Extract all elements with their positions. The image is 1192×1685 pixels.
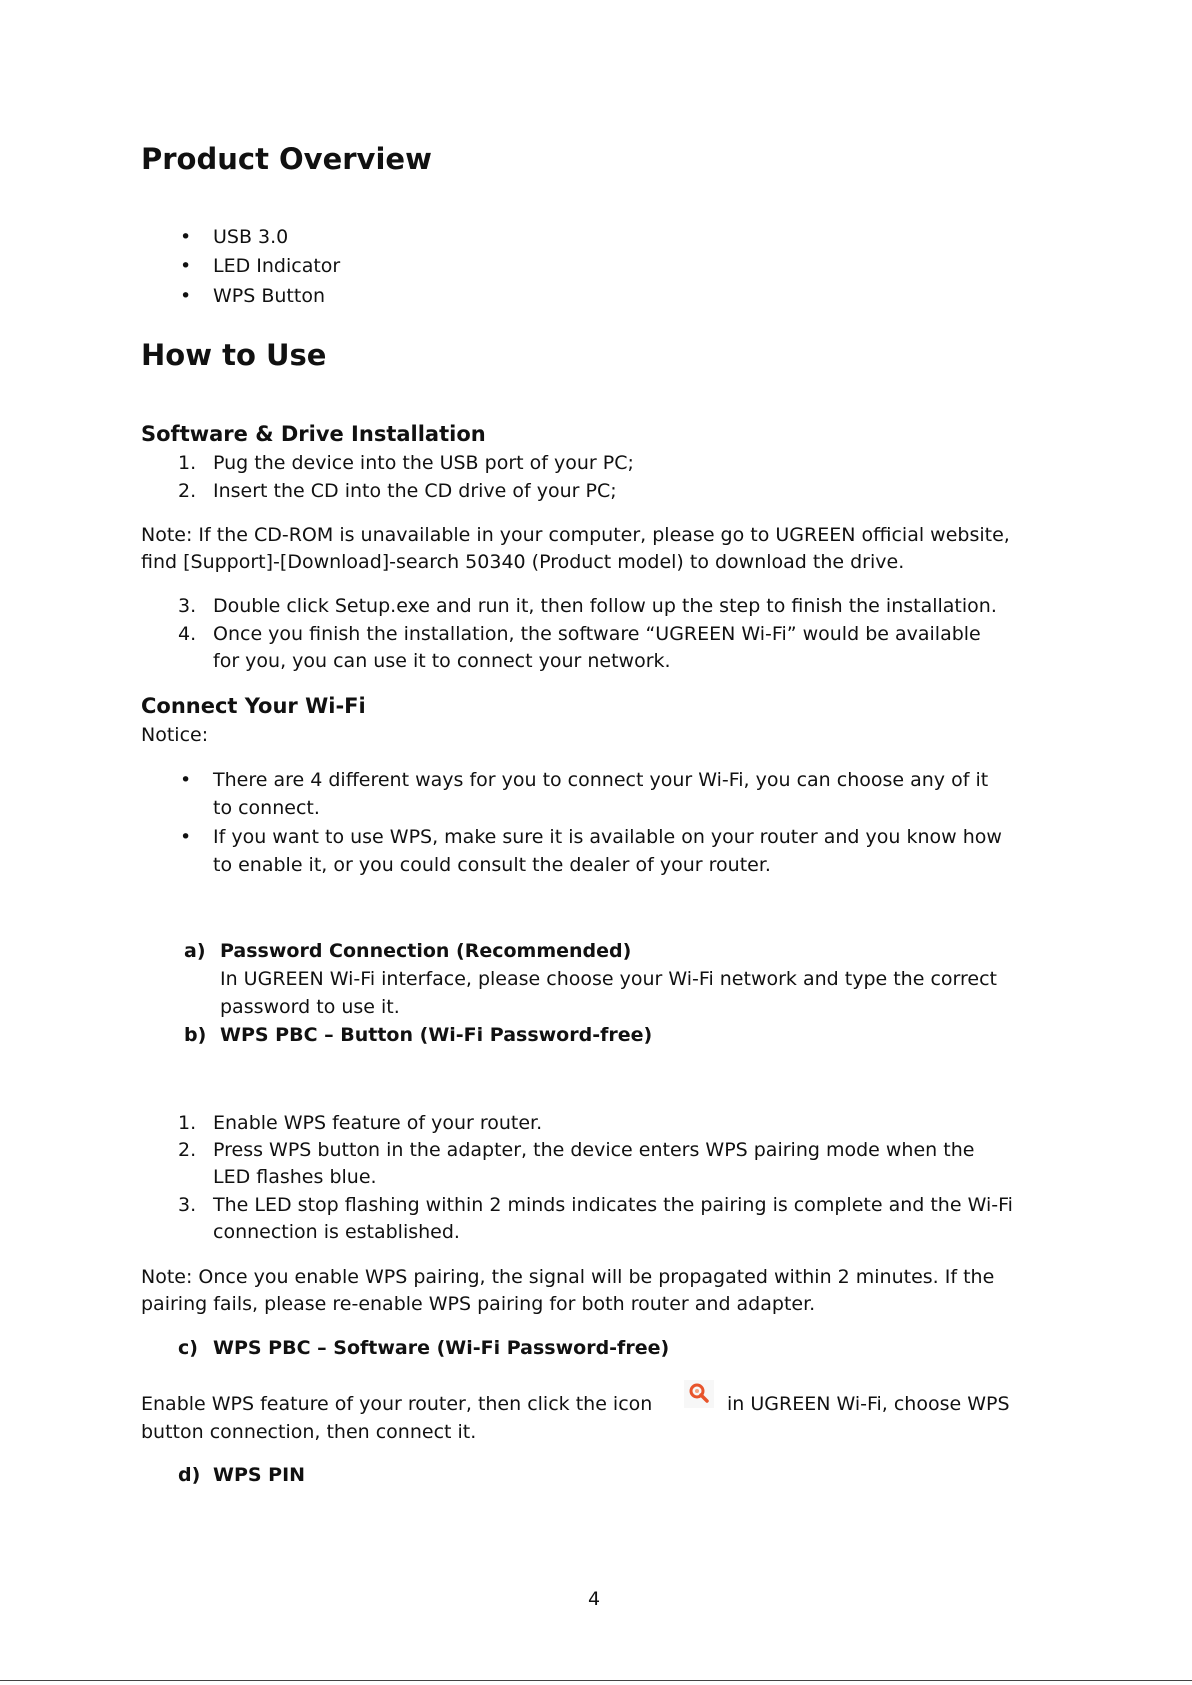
install-note: find [Support]-[Download]-search 50340 (Product model) to download the drive. (141, 551, 905, 573)
notice-item-continued: to connect. (213, 797, 320, 819)
subsection-heading-connect: Connect Your Wi-Fi (141, 694, 366, 718)
list-number: 3. (178, 1194, 197, 1216)
method-title-wps-software: WPS PBC – Software (Wi-Fi Password-free) (213, 1337, 670, 1359)
list-number: 1. (178, 452, 197, 474)
method-marker: d) (178, 1464, 201, 1486)
method-text: in UGREEN Wi-Fi, choose WPS (727, 1393, 1010, 1415)
notice-label: Notice: (141, 724, 209, 746)
list-number: 2. (178, 1139, 197, 1161)
list-number: 1. (178, 1112, 197, 1134)
method-title-wps-pin: WPS PIN (213, 1464, 306, 1486)
install-step: Once you finish the installation, the software “UGREEN Wi-Fi” would be available (213, 623, 981, 645)
method-marker: b) (184, 1024, 207, 1046)
method-text: password to use it. (220, 996, 400, 1018)
bullet-dot: • (180, 826, 192, 848)
install-step: Double click Setup.exe and run it, then follow up the step to finish the installation. (213, 595, 997, 617)
wps-step: The LED stop flashing within 2 minds indicates the pairing is complete and the Wi-Fi (213, 1194, 1013, 1216)
bullet-dot: • (180, 226, 192, 248)
notice-item-continued: to enable it, or you could consult the dealer of your router. (213, 854, 771, 876)
wps-note: Note: Once you enable WPS pairing, the signal will be propagated within 2 minutes. If the (141, 1266, 995, 1288)
list-number: 3. (178, 595, 197, 617)
install-step: Insert the CD into the CD drive of your PC; (213, 480, 617, 502)
list-item: LED Indicator (213, 255, 341, 277)
wps-step: Enable WPS feature of your router. (213, 1112, 543, 1134)
list-item: USB 3.0 (213, 226, 289, 248)
notice-item: There are 4 different ways for you to connect your Wi-Fi, you can choose any of it (213, 769, 989, 791)
wps-step-continued: LED flashes blue. (213, 1166, 377, 1188)
install-step-continued: for you, you can use it to connect your network. (213, 650, 671, 672)
method-text: button connection, then connect it. (141, 1421, 477, 1443)
section-title-product-overview: Product Overview (141, 142, 432, 176)
page-bottom-divider (0, 1680, 1192, 1681)
wps-search-icon (684, 1380, 714, 1408)
section-title-how-to-use: How to Use (141, 338, 327, 372)
install-note: Note: If the CD-ROM is unavailable in your computer, please go to UGREEN official website, (141, 524, 1010, 546)
bullet-dot: • (180, 769, 192, 791)
wps-step: Press WPS button in the adapter, the device enters WPS pairing mode when the (213, 1139, 975, 1161)
wps-step-continued: connection is established. (213, 1221, 460, 1243)
method-text: Enable WPS feature of your router, then click the icon (141, 1393, 653, 1415)
method-marker: c) (178, 1337, 198, 1359)
page-number: 4 (588, 1588, 601, 1610)
list-number: 2. (178, 480, 197, 502)
notice-item: If you want to use WPS, make sure it is available on your router and you know how (213, 826, 1002, 848)
install-step: Pug the device into the USB port of your PC; (213, 452, 634, 474)
list-number: 4. (178, 623, 197, 645)
method-title-password: Password Connection (Recommended) (220, 940, 632, 962)
subsection-heading-install: Software & Drive Installation (141, 422, 486, 446)
wps-note: pairing fails, please re-enable WPS pairing for both router and adapter. (141, 1293, 816, 1315)
bullet-dot: • (180, 255, 192, 277)
method-text: In UGREEN Wi-Fi interface, please choose your Wi-Fi network and type the correct (220, 968, 997, 990)
method-title-wps-button: WPS PBC – Button (Wi-Fi Password-free) (220, 1024, 653, 1046)
bullet-dot: • (180, 285, 192, 307)
list-item: WPS Button (213, 285, 325, 307)
method-marker: a) (184, 940, 206, 962)
